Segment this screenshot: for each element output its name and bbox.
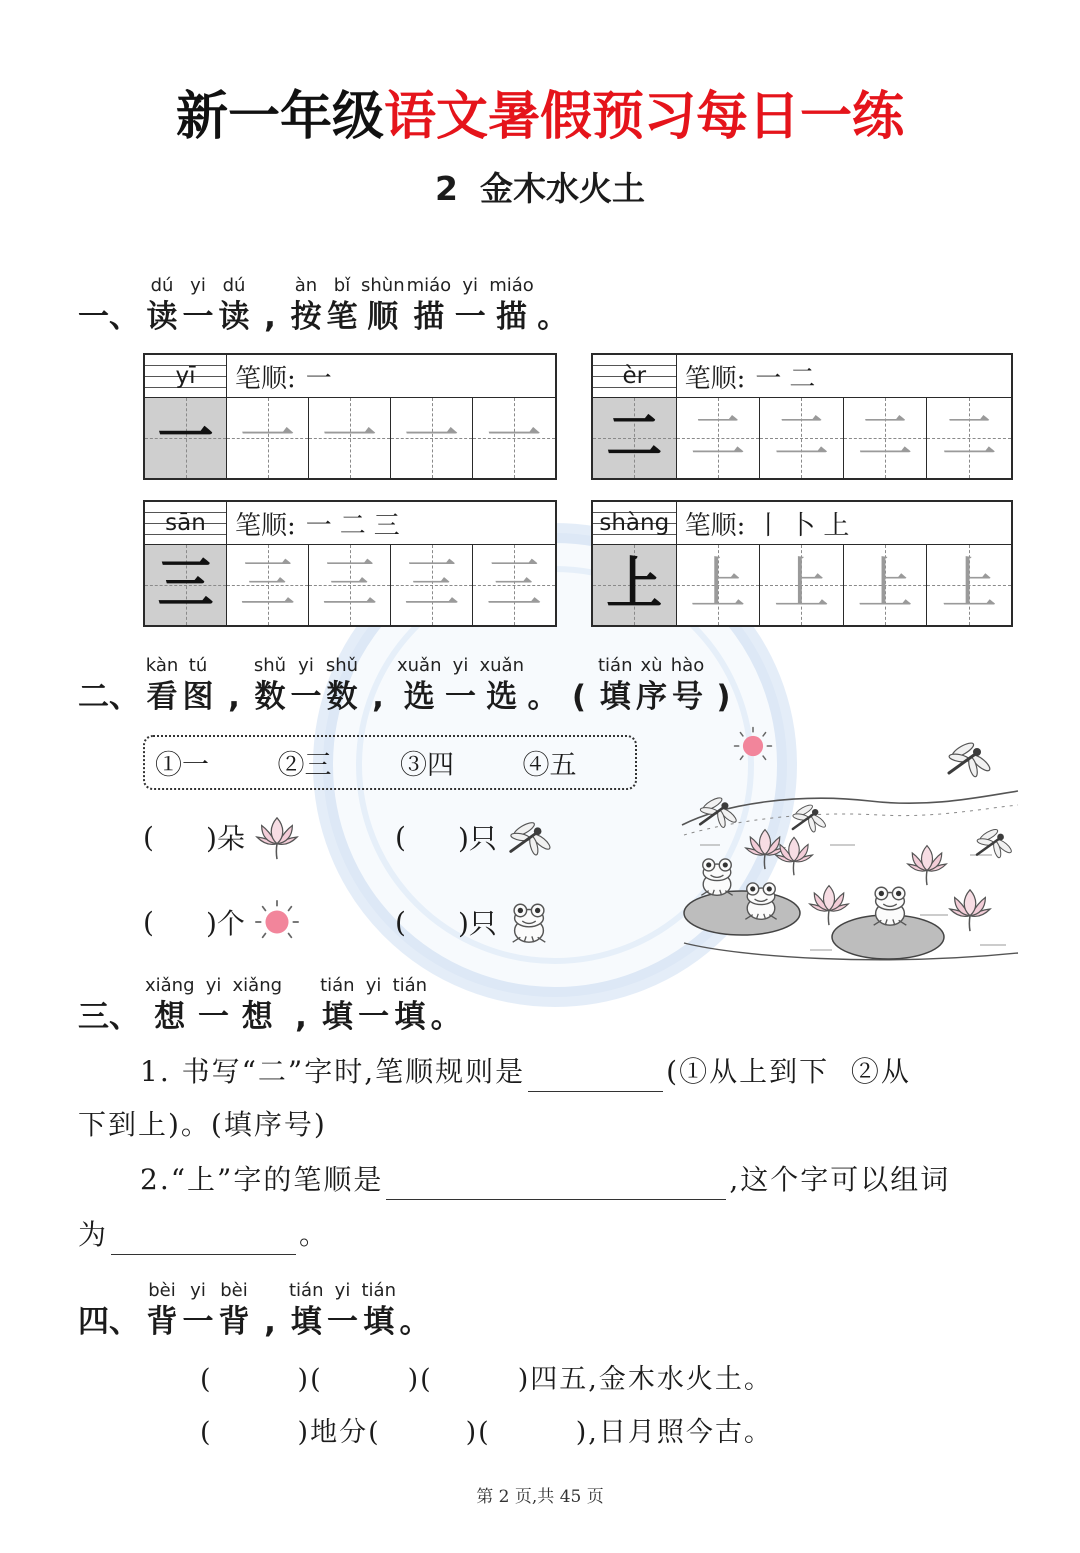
heading-character [325,1279,361,1341]
close-paren-measure-word: )只 [457,822,497,855]
option-1: ①一 [155,750,209,781]
sun-icon [735,728,772,760]
hanzi: 。 [537,299,569,335]
verse-text: ( [200,1364,213,1395]
heading-character [180,274,216,336]
heading-character [232,974,284,1036]
answer-blank[interactable] [406,822,458,852]
tracing-table [591,500,1013,627]
stroke-step: 卜 [789,510,816,541]
tracing-cell[interactable] [227,398,309,478]
pinyin: yi [462,275,479,296]
table-header [145,502,555,545]
close-paren-measure-word: )个 [205,907,245,940]
answer-blank[interactable] [491,1423,576,1453]
question-2-continued: ,这个字可以组词 [729,1163,951,1196]
model-character: 三 [157,552,214,617]
pinyin: tián [598,655,633,676]
hanzi: 一 [358,999,390,1035]
lily-pad [684,891,800,935]
verse-line-1 [200,1360,773,1400]
pond-illustration [680,705,1020,970]
verse-text: ),日月照今古。 [575,1417,773,1448]
writing-grid [593,398,1011,478]
heading-character [283,974,319,1036]
tracing-cell[interactable] [473,545,555,625]
tracing-cell[interactable] [760,398,844,478]
hanzi: 。 [430,999,462,1035]
hanzi: , [264,1304,276,1340]
frog-icon [505,898,553,946]
pinyin: yi [190,1280,206,1301]
heading-character [634,654,670,716]
tracing-cell[interactable] [927,398,1011,478]
question-1-text: 1. 书写“二”字时,笔顺规则是 [140,1055,526,1088]
tracing-character: 一 [239,405,296,470]
tracing-character: 一 [321,405,378,470]
title-grade: 新一年级 [175,87,384,147]
hanzi: 。 [527,679,559,715]
model-character-cell[interactable] [145,545,227,625]
frog-icon [745,883,776,919]
section-number: 一、 [78,299,140,335]
heading-character [252,654,288,716]
count-question [143,898,395,946]
hanzi: 填 [363,1304,395,1340]
sun-icon [253,898,301,946]
heading-character [288,1279,325,1341]
section-4-heading [78,1279,433,1341]
writing-grid [593,545,1011,625]
heading-character [406,274,453,336]
tracing-character: 三 [403,552,460,617]
lotus-icon [776,837,813,875]
heading-character [356,974,392,1036]
answer-blank[interactable] [528,1061,663,1092]
stroke-step: 二 [789,363,816,394]
heading-character [196,974,232,1036]
page-title [0,82,1080,152]
writing-grid [145,398,555,478]
tracing-character: 上 [857,552,914,617]
verse-text: )( [465,1417,491,1448]
heading-character [452,274,488,336]
stroke-order [227,355,555,397]
count-question [395,813,647,861]
heading-character [319,974,356,1036]
hanzi: 描 [495,299,527,335]
tracing-character: 一 [403,405,460,470]
stroke-step: 一 [305,510,332,541]
tracing-cell[interactable] [677,398,761,478]
pinyin-cell: èr [593,355,677,397]
pinyin: kàn [145,655,179,676]
verse-text: )( [297,1364,323,1395]
heading-character [216,274,252,336]
tracing-character: 二 [941,405,998,470]
tracing-character: 三 [239,552,296,617]
section-number: 三、 [78,999,140,1035]
hanzi: 数 [326,679,358,715]
section-number: 四、 [78,1304,140,1340]
hanzi: 想 [154,999,186,1035]
count-question [395,898,647,946]
question-2-word-prompt: 为 [78,1218,109,1251]
model-character: 一 [157,405,214,470]
tracing-character: 三 [486,552,542,617]
heading-character [443,654,479,716]
hanzi: 一 [182,299,214,335]
tracing-cell[interactable] [927,545,1011,625]
answer-blank[interactable] [406,907,458,937]
heading-character [361,1279,398,1341]
stroke-step: 三 [373,510,400,541]
tracing-cell[interactable] [309,398,391,478]
tracing-table [143,353,557,480]
hanzi: 描 [413,299,445,335]
pinyin: hào [670,655,705,676]
stroke-order-label: 笔顺: [684,363,746,394]
pinyin: yi [298,655,314,676]
tracing-cell[interactable] [391,545,473,625]
answer-blank[interactable] [433,1370,518,1400]
hanzi: 填 [290,1304,322,1340]
heading-character [144,974,196,1036]
pinyin: xuǎn [479,655,524,676]
heading-character [288,274,324,336]
answer-blank[interactable] [213,1423,298,1453]
pinyin: bèi [148,1280,176,1301]
pinyin: dú [222,275,246,296]
lesson-name: 金木水火土 [479,169,645,208]
open-paren: ( [395,905,406,939]
heading-character [144,654,180,716]
heading-character [324,654,360,716]
table-header [593,355,1011,398]
stroke-order [227,502,555,544]
hanzi: 选 [403,679,435,715]
title-topic: 语文暑假预习每日一练 [384,87,905,147]
heading-character [397,1279,433,1341]
hanzi: , [264,299,276,335]
answer-options-box [143,735,637,790]
tracing-table [591,353,1013,480]
heading-character [180,654,216,716]
heading-character [535,274,571,336]
pinyin: shùn [361,275,405,296]
dragonfly-icon [505,813,553,861]
open-paren: ( [395,820,406,854]
hanzi: 序 [636,679,667,715]
heading-character [144,274,180,336]
pinyin: bèi [220,1280,248,1301]
pinyin-cell: sān [145,502,227,544]
hanzi: 顺 [367,299,399,335]
answer-blank[interactable] [154,907,206,937]
pinyin: àn [294,275,318,296]
stroke-step: 丨 [755,510,782,541]
lesson-title [0,166,1080,212]
stroke-step: 一 [305,363,332,394]
question-1-continued: 下到上)。(填序号) [78,1108,327,1141]
lotus-icon [746,830,785,870]
answer-blank[interactable] [213,1370,298,1400]
tracing-cell[interactable] [309,545,391,625]
verse-text: )四五,金木水火土。 [517,1364,773,1395]
section-number: 二、 [78,679,140,715]
stroke-order [677,355,1011,397]
tracing-tables [143,353,1013,627]
hanzi: 数 [254,679,286,715]
hanzi: 读 [218,299,250,335]
hanzi: ( [571,679,587,715]
hanzi: 按 [290,299,322,335]
dragonfly-icon [792,803,827,833]
pinyin: tián [361,1280,396,1301]
close-paren-measure-word: )朵 [205,822,245,855]
verse-text: ( [200,1417,213,1448]
heading-character [216,1279,252,1341]
model-character: 上 [606,552,663,617]
pinyin: xuǎn [397,655,442,676]
option-2: ②三 [277,750,332,781]
pinyin: xiǎng [232,975,283,996]
tracing-character: 二 [773,405,830,470]
hanzi: 笔 [326,299,358,335]
question-1-line-2 [78,1105,327,1145]
tracing-cell[interactable] [227,545,309,625]
heading-character [392,974,429,1036]
tracing-character: 上 [689,552,746,617]
close-paren-measure-word: )只 [457,907,497,940]
stroke-step: 一 [755,363,782,394]
pinyin: tián [392,975,428,996]
hanzi: , [295,999,307,1035]
question-2-line-1 [140,1160,950,1200]
question-1-line-1 [140,1052,911,1092]
option-4: ④五 [522,750,577,781]
tracing-cell[interactable] [844,545,928,625]
answer-blank[interactable] [111,1224,296,1255]
heading-character [288,654,324,716]
heading-character [180,1279,216,1341]
model-character-cell[interactable] [593,398,677,478]
hanzi: 图 [182,679,214,715]
stroke-step: 上 [823,510,850,541]
section-2-heading [78,654,742,716]
answer-blank[interactable] [154,822,206,852]
question-1-choices: (①从上到下 ②从 [666,1055,911,1088]
tracing-character: 上 [773,552,830,617]
model-character: 二 [606,405,663,470]
heading-character [360,274,406,336]
heading-character [396,654,443,716]
pinyin: miáo [489,275,534,296]
answer-blank[interactable] [381,1423,466,1453]
model-character-cell[interactable] [145,398,227,478]
hanzi: 一 [327,1304,358,1340]
hanzi: 一 [445,679,476,715]
lotus-icon [908,846,947,886]
tracing-table [143,500,557,627]
pinyin: xù [640,655,663,676]
hanzi: 一 [198,999,230,1035]
question-2-text: 2.“上”字的笔顺是 [140,1163,384,1196]
pinyin-cell: shàng [593,502,677,544]
section-3-heading [78,974,464,1036]
pinyin: bǐ [333,275,351,296]
frog-icon [701,859,732,895]
heading-character [252,274,288,336]
hanzi: 。 [399,1304,431,1340]
pinyin: xiǎng [145,975,195,996]
tracing-cell[interactable] [677,545,761,625]
count-row-2 [143,897,647,947]
lotus-icon [810,886,849,926]
hanzi: 一 [290,679,322,715]
stroke-order-label: 笔顺: [684,510,746,541]
hanzi: 一 [454,299,486,335]
pinyin: shǔ [253,655,287,676]
stroke-step: 二 [339,510,366,541]
verse-text: )地分( [297,1417,381,1448]
hanzi: , [372,679,384,715]
dragonfly-icon [977,827,1014,858]
question-2-end: 。 [299,1218,330,1251]
pinyin-cell: yī [145,355,227,397]
option-3: ③四 [400,750,454,781]
hanzi: 填 [321,999,353,1035]
heading-character [144,1279,180,1341]
hanzi: 号 [672,679,703,715]
verse-text: )( [407,1364,433,1395]
heading-character [216,654,252,716]
count-row-1 [143,812,647,862]
pinyin: yi [334,1280,351,1301]
heading-character [597,654,634,716]
tracing-cell[interactable] [473,398,555,478]
heading-character [525,654,561,716]
frog-icon [874,887,907,925]
section-1-heading [78,274,571,336]
pinyin: tú [188,655,208,676]
pinyin: yi [205,975,222,996]
table-header [145,355,555,398]
pinyin: dú [150,275,174,296]
heading-character [428,974,464,1036]
pinyin: tián [289,1280,324,1301]
hanzi: 看 [146,679,178,715]
heading-character [252,1279,288,1341]
heading-character [360,654,396,716]
page-number: 第 2 页,共 45 页 [476,1487,604,1507]
hanzi: 填 [394,999,426,1035]
open-paren: ( [143,820,154,854]
stroke-order-label: 笔顺: [235,363,296,394]
model-character-cell[interactable] [593,545,677,625]
heading-character [479,654,526,716]
stroke-order [677,502,1011,544]
tracing-cell[interactable] [391,398,473,478]
question-2-line-2 [78,1215,329,1255]
hanzi: 背 [146,1304,178,1340]
heading-character [488,274,535,336]
hanzi: , [228,679,240,715]
stroke-order-label: 笔顺: [235,510,296,541]
lotus-icon [950,890,990,931]
pinyin: yi [365,975,382,996]
pinyin: miáo [406,275,452,296]
heading-character [561,654,597,716]
answer-blank[interactable] [323,1370,408,1400]
lotus-icon [253,813,301,861]
tracing-cell[interactable] [844,398,928,478]
hanzi: 背 [218,1304,250,1340]
verse-line-2 [200,1413,773,1453]
lesson-number: 2 [435,169,458,208]
table-header [593,502,1011,545]
hanzi: 填 [599,679,631,715]
answer-blank[interactable] [386,1169,726,1200]
tracing-character: 二 [689,405,746,470]
pinyin: tián [320,975,355,996]
hanzi: 读 [146,299,178,335]
open-paren: ( [143,905,154,939]
pinyin: shǔ [325,655,359,676]
count-question [143,813,395,861]
tracing-character: 一 [486,405,542,470]
tracing-cell[interactable] [760,545,844,625]
writing-grid [145,545,555,625]
hanzi: 想 [241,999,273,1035]
pinyin: yi [190,275,206,296]
hanzi: ) [716,679,731,715]
hanzi: 选 [486,679,518,715]
tracing-character: 三 [321,552,378,617]
hanzi: 一 [182,1304,214,1340]
tracing-character: 二 [857,405,914,470]
dragonfly-icon [949,741,992,778]
pinyin: yi [452,655,469,676]
tracing-character: 上 [941,552,998,617]
heading-character [324,274,360,336]
